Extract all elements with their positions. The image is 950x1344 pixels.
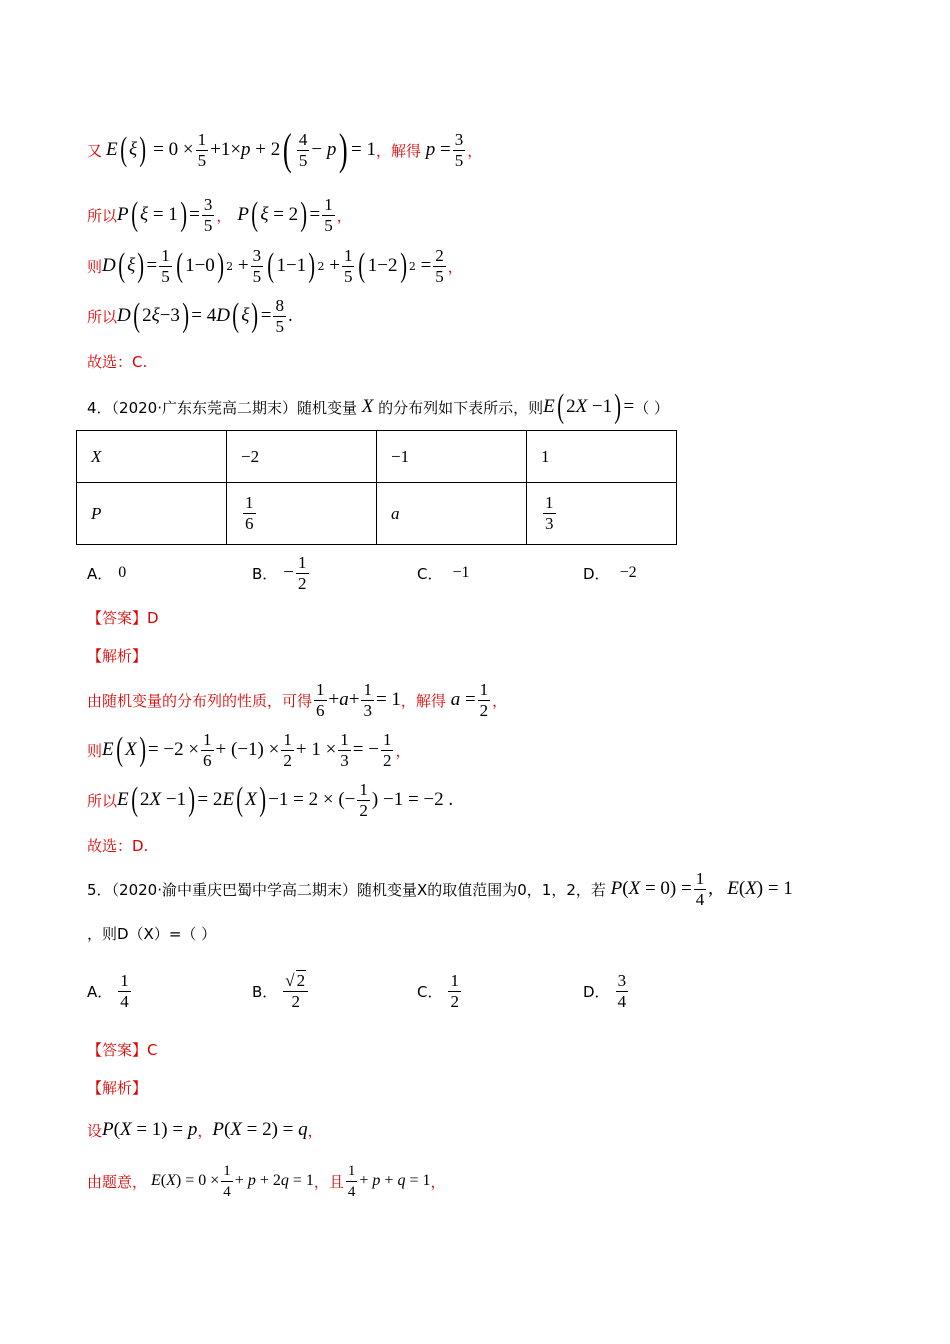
- q4-stem-mid: 的分布列如下表所示，则: [378, 398, 544, 417]
- q4-a2-prefix: 则: [87, 741, 103, 760]
- q4-analysis-3: 所以 E ( 2 X −1 ) = 2 E ( X ) −1 = 2 × (− $\frac{1}{2}$ ) −1 = −2 .: [87, 779, 454, 820]
- q5-stem-2: ，则D（X）=（ ）: [87, 924, 217, 943]
- option-c: C． −1: [417, 564, 470, 583]
- option-a: A． $\frac{1}{4}$: [87, 970, 129, 1011]
- q4-stem-end: （ ）: [634, 398, 669, 417]
- table-cell: −1: [377, 431, 527, 483]
- q4-a1-prefix: 由随机变量的分布列的性质，可得: [87, 691, 313, 710]
- prev-conclusion: 故选：C.: [87, 352, 148, 371]
- prev-line-3: 则 D ( ξ ) = $\frac{1}{5}$ ( 1−0 ) 2 + $\frac{3}{5}$ ( 1−1 ) 2 + $\frac{1}{5}$ ( 1−2 ) 2 = $\frac{2}{5}$ ，: [87, 245, 463, 286]
- prev-l1-prefix: 又: [87, 141, 103, 160]
- q5-stem-text: 5．（2020·渝中重庆巴蜀中学高二期末）随机变量X的取值范围为0，1，2，若: [87, 880, 606, 899]
- prev-l4-prefix: 所以: [87, 307, 118, 326]
- option-d: D． $\frac{3}{4}$: [583, 970, 627, 1011]
- q4-analysis-label: 【解析】: [87, 646, 148, 665]
- q4-answer: 【答案】D: [87, 608, 159, 627]
- table-cell: $\frac{1}{6}$: [227, 483, 377, 545]
- q5-analysis-label: 【解析】: [87, 1078, 148, 1097]
- q5-stem: 5．（2020·渝中重庆巴蜀中学高二期末）随机变量X的取值范围为0，1，2，若 P ( X = 0) = $\frac{1}{4}$ , E ( X ) = 1: [87, 868, 793, 909]
- table-cell: 1: [527, 431, 677, 483]
- q5-analysis-2: 由题意， E ( X ) = 0 × $\frac{1}{4}$ + p + 2 q = 1 ，且 $\frac{1}{4}$ + p + q = 1 ，: [87, 1162, 446, 1200]
- q4-stem: 4．（2020·广东东莞高二期末）随机变量 X 的分布列如下表所示，则 E ( 2 X −1 ) = （ ）: [87, 388, 669, 425]
- prev-l2-prefix: 所以: [87, 206, 118, 225]
- prev-line-4: 所以 D ( 2 ξ −3 ) = 4 D ( ξ ) = $\frac{8}{5}$ .: [87, 295, 293, 336]
- table-row: [77, 483, 677, 545]
- table-row: [77, 431, 677, 483]
- q4-analysis-1: 由随机变量的分布列的性质，可得 $\frac{1}{6}$ + a + $\frac{1}{3}$ = 1 ，解得 a = $\frac{1}{2}$ ，: [87, 679, 508, 720]
- table-cell: a: [377, 483, 527, 545]
- table-cell: $\frac{1}{3}$: [527, 483, 677, 545]
- option-d: D． −2: [583, 564, 637, 583]
- q4-conclusion: 故选：D.: [87, 836, 149, 855]
- prev-l1-solve: ，解得: [376, 141, 422, 160]
- q5-s2-prefix: 由题意，: [87, 1172, 148, 1191]
- prev-line-1: 又 E ( ξ ) = 0 × $\frac{1}{5}$ +1× p + 2 ( $\frac{4}{5}$ − p ) = 1 ，解得 p = $\frac{3}{5}$ ，: [87, 125, 483, 174]
- q5-s2-and: ，且: [313, 1172, 344, 1191]
- q4-a1-solve: ，解得: [400, 691, 446, 710]
- distribution-table: [76, 430, 677, 545]
- option-b: B． $\frac{√ 2}{2}$: [252, 967, 310, 1015]
- table-cell: X: [77, 431, 227, 483]
- q5-s1-prefix: 设: [87, 1121, 103, 1140]
- prev-l3-prefix: 则: [87, 257, 103, 276]
- q4-stem-text: 4．（2020·广东东莞高二期末）随机变量: [87, 398, 357, 417]
- table-cell: −2: [227, 431, 377, 483]
- q4-analysis-2: 则 E ( X ) = −2 × $\frac{1}{6}$ + (−1) × $\frac{1}{2}$ + 1 × $\frac{1}{3}$ = − $\frac{1}{2}$ ，: [87, 729, 411, 770]
- q5-analysis-1: 设 P ( X = 1) = p ， P ( X = 2) = q ，: [87, 1119, 323, 1140]
- option-b: B． − $\frac{1}{2}$: [252, 552, 307, 593]
- option-a: A． 0: [87, 564, 127, 583]
- q4-a3-prefix: 所以: [87, 791, 118, 810]
- table-cell: P: [77, 483, 227, 545]
- prev-line-2: 所以 P ( ξ = 1 ) = $\frac{3}{5}$ ， P ( ξ = 2 ) = $\frac{1}{5}$ ，: [87, 194, 352, 235]
- option-c: C． $\frac{1}{2}$: [417, 970, 459, 1011]
- q5-answer: 【答案】C: [87, 1040, 158, 1059]
